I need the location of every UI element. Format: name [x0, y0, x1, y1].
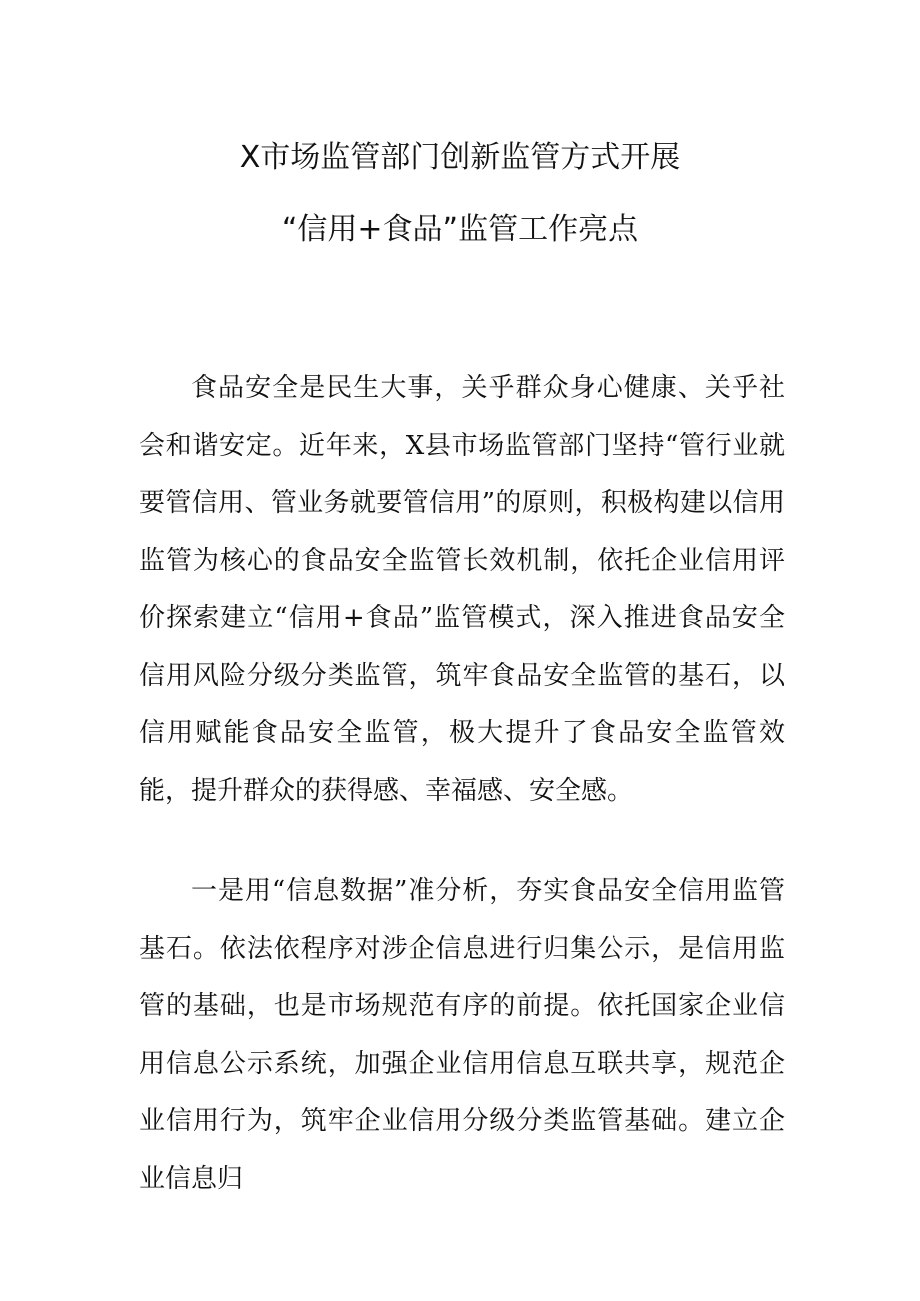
document-title-line-1: X市场监管部门创新监管方式开展 [239, 140, 681, 175]
body-paragraph-intro: 食品安全是民生大事，关乎群众身心健康、关乎社会和谐安定。近年来，X县市场监管部门坚持“管行业就要管信用、管业务就要管信用”的原则，积极构建以信用监管为核心的食品安全监管长效机制，依托企业信用评价探索建立“信用+食品”监管模式，深入推进食品安全信用风险分级分类监管，筑牢食品安全监管的基石，以信用赋能食品安全监管，极大提升了食品安全监管效能，提升群众的获得感、幸福感、安全感。 [139, 373, 785, 806]
document-title-line-2: “信用+食品”监管工作亮点 [281, 212, 639, 247]
body-paragraph-first-point: 一是用“信息数据”准分析，夯实食品安全信用监管基石。依法依程序对涉企信息进行归集公示，是信用监管的基础，也是市场规范有序的前提。依托国家企业信用信息公示系统，加强企业信用信息互联共享，规范企业信用行为，筑牢企业信用分级分类监管基础。建立企业信息归 [139, 876, 785, 1194]
